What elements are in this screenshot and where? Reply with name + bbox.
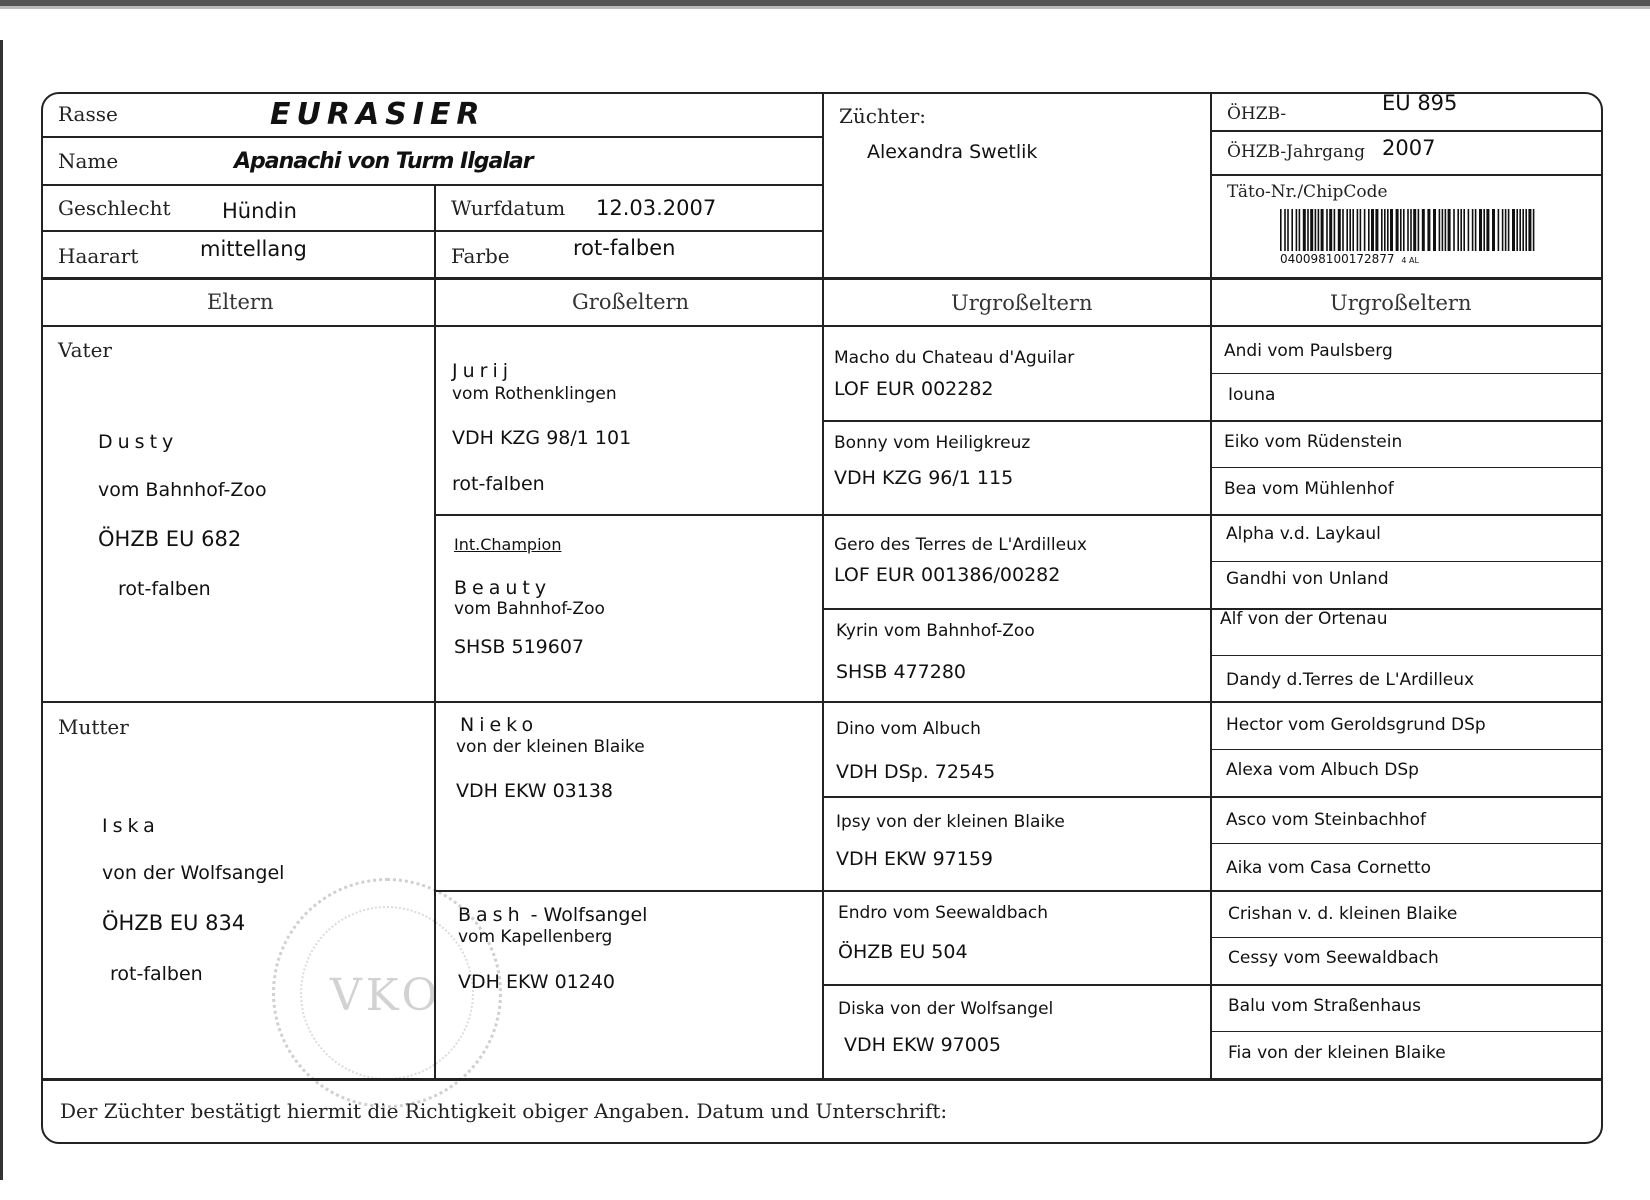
uugp-name: Balu vom Straßenhaus [1228, 996, 1422, 1016]
col-grosseltern: Großeltern [572, 290, 690, 314]
barcode-bar [1512, 209, 1515, 251]
name-label: Name [58, 149, 119, 173]
rule [1210, 937, 1603, 938]
gp2-title: Int.Champion [454, 535, 562, 554]
rule [41, 1078, 1603, 1081]
barcode-bar [1296, 209, 1298, 251]
barcode-bar [1352, 209, 1354, 251]
chip-barcode [1280, 209, 1536, 251]
col-eltern: Eltern [207, 290, 274, 314]
barcode-bar [1321, 209, 1324, 251]
gp2-kennel: vom Bahnhof-Zoo [454, 599, 605, 619]
barcode-bar [1413, 209, 1416, 251]
barcode-bar [1533, 209, 1535, 251]
barcode-bar [1448, 209, 1451, 251]
geschlecht-value: Hündin [222, 199, 297, 223]
barcode-bar [1349, 209, 1351, 251]
rule [822, 514, 1603, 516]
haarart-value: mittellang [200, 237, 307, 261]
mutter-farbe: rot-falben [110, 963, 203, 985]
uugp-name: Crishan v. d. kleinen Blaike [1228, 904, 1458, 924]
jahrgang-label: ÖHZB-Jahrgang [1227, 142, 1366, 162]
uugp-name: Alpha v.d. Laykaul [1226, 524, 1381, 544]
haarart-label: Haarart [58, 244, 139, 268]
barcode-bar [1338, 209, 1341, 251]
chip-code-number [1280, 252, 1419, 266]
vater-kennel: vom Bahnhof-Zoo [98, 479, 267, 501]
vater-farbe: rot-falben [118, 578, 211, 600]
gp1-kennel: vom Rothenklingen [452, 384, 617, 404]
barcode-bar [1516, 209, 1518, 251]
jahrgang-value: 2007 [1382, 136, 1436, 160]
gp3-name: Nieko [460, 714, 539, 736]
uugp-name: Alf von der Ortenau [1220, 609, 1388, 629]
breed-value: EURASIER [270, 97, 486, 132]
barcode-bar [1410, 209, 1412, 251]
barcode-bar [1299, 209, 1301, 251]
gp1-name: Jurij [452, 360, 514, 382]
barcode-bar [1508, 209, 1510, 251]
barcode-bar [1483, 209, 1485, 251]
ugp-name: Ipsy von der kleinen Blaike [836, 812, 1065, 832]
rule [434, 890, 822, 892]
rule [1210, 655, 1603, 656]
col-urgrosseltern: Urgroßeltern [951, 291, 1093, 315]
barcode-bar [1525, 209, 1527, 251]
col-ururgrosseltern: Urgroßeltern [1330, 291, 1472, 315]
barcode-bar [1505, 209, 1507, 251]
rule [41, 136, 823, 138]
ugp-reg: SHSB 477280 [836, 661, 967, 683]
barcode-bar [1442, 209, 1444, 251]
chip-code: 040098100172877 [1280, 252, 1395, 266]
barcode-bar [1284, 209, 1286, 251]
rule [1210, 277, 1212, 1078]
rule [1210, 843, 1603, 844]
gp4-name-main: Bash [458, 904, 525, 926]
rule [434, 184, 436, 278]
barcode-bar [1427, 209, 1430, 251]
rule [822, 608, 1603, 610]
barcode-bar [1371, 209, 1374, 251]
barcode-bar [1315, 209, 1317, 251]
vater-name: Dusty [98, 431, 179, 453]
barcode-bar [1342, 209, 1344, 251]
rule [1210, 467, 1603, 468]
gp3-reg: VDH EKW 03138 [456, 780, 614, 802]
ugp-name: Macho du Chateau d'Aguilar [834, 348, 1075, 368]
barcode-bar [1439, 209, 1441, 251]
barcode-bar [1396, 209, 1399, 251]
gp2-reg: SHSB 519607 [454, 636, 585, 658]
oehzb-label: ÖHZB- [1227, 104, 1287, 124]
barcode-bar [1528, 209, 1531, 251]
mutter-reg: ÖHZB EU 834 [102, 911, 246, 935]
scan-edge-top-shadow [0, 6, 1650, 9]
gp3-kennel: von der kleinen Blaike [456, 737, 645, 757]
mutter-kennel: von der Wolfsangel [102, 862, 285, 884]
barcode-bar [1519, 209, 1521, 251]
uugp-name: Asco vom Steinbachhof [1226, 810, 1426, 830]
ugp-reg: ÖHZB EU 504 [838, 941, 968, 963]
ugp-reg: VDH EKW 97005 [844, 1034, 1002, 1056]
wurfdatum-value: 12.03.2007 [596, 196, 717, 220]
barcode-bar [1318, 209, 1320, 251]
rule [1210, 1031, 1603, 1032]
geschlecht-label: Geschlecht [58, 196, 171, 220]
rule [41, 230, 823, 232]
barcode-bar [1357, 209, 1359, 251]
barcode-bar [1280, 209, 1282, 251]
ugp-reg: VDH EKW 97159 [836, 848, 994, 870]
rule [822, 796, 1603, 798]
ugp-reg: VDH DSp. 72545 [836, 761, 996, 783]
rule [822, 420, 1603, 422]
barcode-bar [1334, 209, 1336, 251]
rule [434, 277, 436, 1078]
barcode-bar [1479, 209, 1482, 251]
uugp-name: Aika vom Casa Cornetto [1226, 858, 1432, 878]
rule [1210, 561, 1603, 562]
barcode-bar [1307, 209, 1309, 251]
vater-reg: ÖHZB EU 682 [98, 527, 242, 551]
chip-label: Täto-Nr./ChipCode [1227, 182, 1388, 202]
ugp-name: Bonny vom Heiligkreuz [834, 433, 1031, 453]
scan-edge-left [0, 40, 3, 1180]
farbe-value: rot-falben [573, 236, 676, 260]
ugp-name: Gero des Terres de L'Ardilleux [834, 535, 1087, 555]
barcode-bar [1403, 209, 1405, 251]
barcode-bar [1291, 209, 1293, 251]
gp4-reg: VDH EKW 01240 [458, 971, 616, 993]
barcode-bar [1475, 209, 1477, 251]
barcode-bar [1375, 209, 1378, 251]
barcode-bar [1418, 209, 1420, 251]
rule [822, 277, 824, 1078]
rule [822, 984, 1603, 986]
mutter-name: Iska [102, 815, 160, 837]
zuechter-label: Züchter: [839, 104, 927, 128]
barcode-bar [1472, 209, 1474, 251]
barcode-bar [1346, 209, 1348, 251]
rule [41, 184, 823, 186]
ugp-reg: VDH KZG 96/1 115 [834, 467, 1014, 489]
barcode-bar [1400, 209, 1402, 251]
barcode-bar [1390, 209, 1393, 251]
dog-name-value: Apanachi von Turm Ilgalar [234, 149, 533, 174]
faint-stamp-text: VKO [330, 970, 442, 1021]
barcode-bar [1364, 209, 1366, 251]
gp4-kennel: vom Kapellenberg [458, 927, 613, 947]
barcode-bar [1368, 209, 1370, 251]
breeder-confirmation: Der Züchter bestätigt hiermit die Richtigkeit obiger Angaben. Datum und Unterschrift: [60, 1099, 948, 1123]
rule [1210, 749, 1603, 750]
rule [1210, 130, 1603, 132]
barcode-bar [1468, 209, 1470, 251]
uugp-name: Dandy d.Terres de L'Ardilleux [1226, 670, 1475, 690]
chip-suffix: 4 AL [1401, 256, 1419, 265]
barcode-bar [1433, 209, 1436, 251]
farbe-label: Farbe [451, 244, 510, 268]
zuechter-value: Alexandra Swetlik [867, 141, 1038, 163]
ugp-name: Dino vom Albuch [836, 719, 981, 739]
ugp-reg: LOF EUR 001386/00282 [834, 564, 1061, 586]
barcode-bar [1326, 209, 1328, 251]
barcode-bar [1498, 209, 1500, 251]
barcode-bar [1457, 209, 1459, 251]
gp1-farbe: rot-falben [452, 473, 545, 495]
uugp-name: Eiko vom Rüdenstein [1224, 432, 1403, 452]
rule [1210, 174, 1603, 176]
mutter-label: Mutter [58, 715, 129, 739]
uugp-name: Cessy vom Seewaldbach [1228, 948, 1439, 968]
rule [41, 701, 1603, 703]
uugp-name: Andi vom Paulsberg [1224, 341, 1393, 361]
barcode-bar [1310, 209, 1313, 251]
barcode-bar [1303, 209, 1306, 251]
wurfdatum-label: Wurfdatum [451, 196, 566, 220]
vater-label: Vater [58, 338, 112, 362]
gp1-reg: VDH KZG 98/1 101 [452, 427, 632, 449]
gp2-name: Beauty [454, 577, 552, 599]
rule [822, 890, 1603, 892]
rasse-label: Rasse [58, 102, 118, 126]
rule [434, 514, 822, 516]
barcode-bar [1445, 209, 1447, 251]
barcode-bar [1407, 209, 1409, 251]
barcode-bar [1422, 209, 1425, 251]
barcode-bar [1381, 209, 1383, 251]
barcode-bar [1492, 209, 1495, 251]
uugp-name: Hector vom Geroldsgrund DSp [1226, 715, 1486, 735]
ugp-reg: LOF EUR 002282 [834, 378, 994, 400]
uugp-name: Bea vom Mühlenhof [1224, 479, 1394, 499]
uugp-name: Iouna [1228, 385, 1276, 405]
uugp-name: Gandhi von Unland [1226, 569, 1389, 589]
barcode-bar [1502, 209, 1504, 251]
gp4-name-suffix: - Wolfsangel [524, 904, 648, 926]
rule [822, 92, 824, 278]
barcode-bar [1486, 209, 1489, 251]
barcode-bar [1329, 209, 1332, 251]
barcode-bar [1287, 209, 1289, 251]
barcode-bar [1453, 209, 1455, 251]
barcode-bar [1360, 209, 1362, 251]
rule [1210, 92, 1212, 278]
uugp-name: Fia von der kleinen Blaike [1228, 1043, 1446, 1063]
gp4-name [458, 906, 647, 925]
ugp-name: Endro vom Seewaldbach [838, 903, 1049, 923]
uugp-name: Alexa vom Albuch DSp [1226, 760, 1419, 780]
barcode-bar [1460, 209, 1462, 251]
rule [1210, 373, 1603, 374]
ugp-name: Diska von der Wolfsangel [838, 999, 1054, 1019]
ugp-name: Kyrin vom Bahnhof-Zoo [836, 621, 1035, 641]
barcode-bar [1384, 209, 1386, 251]
barcode-bar [1463, 209, 1465, 251]
barcode-bar [1387, 209, 1389, 251]
barcode-bar [1522, 209, 1524, 251]
oehzb-value: EU 895 [1382, 91, 1458, 115]
